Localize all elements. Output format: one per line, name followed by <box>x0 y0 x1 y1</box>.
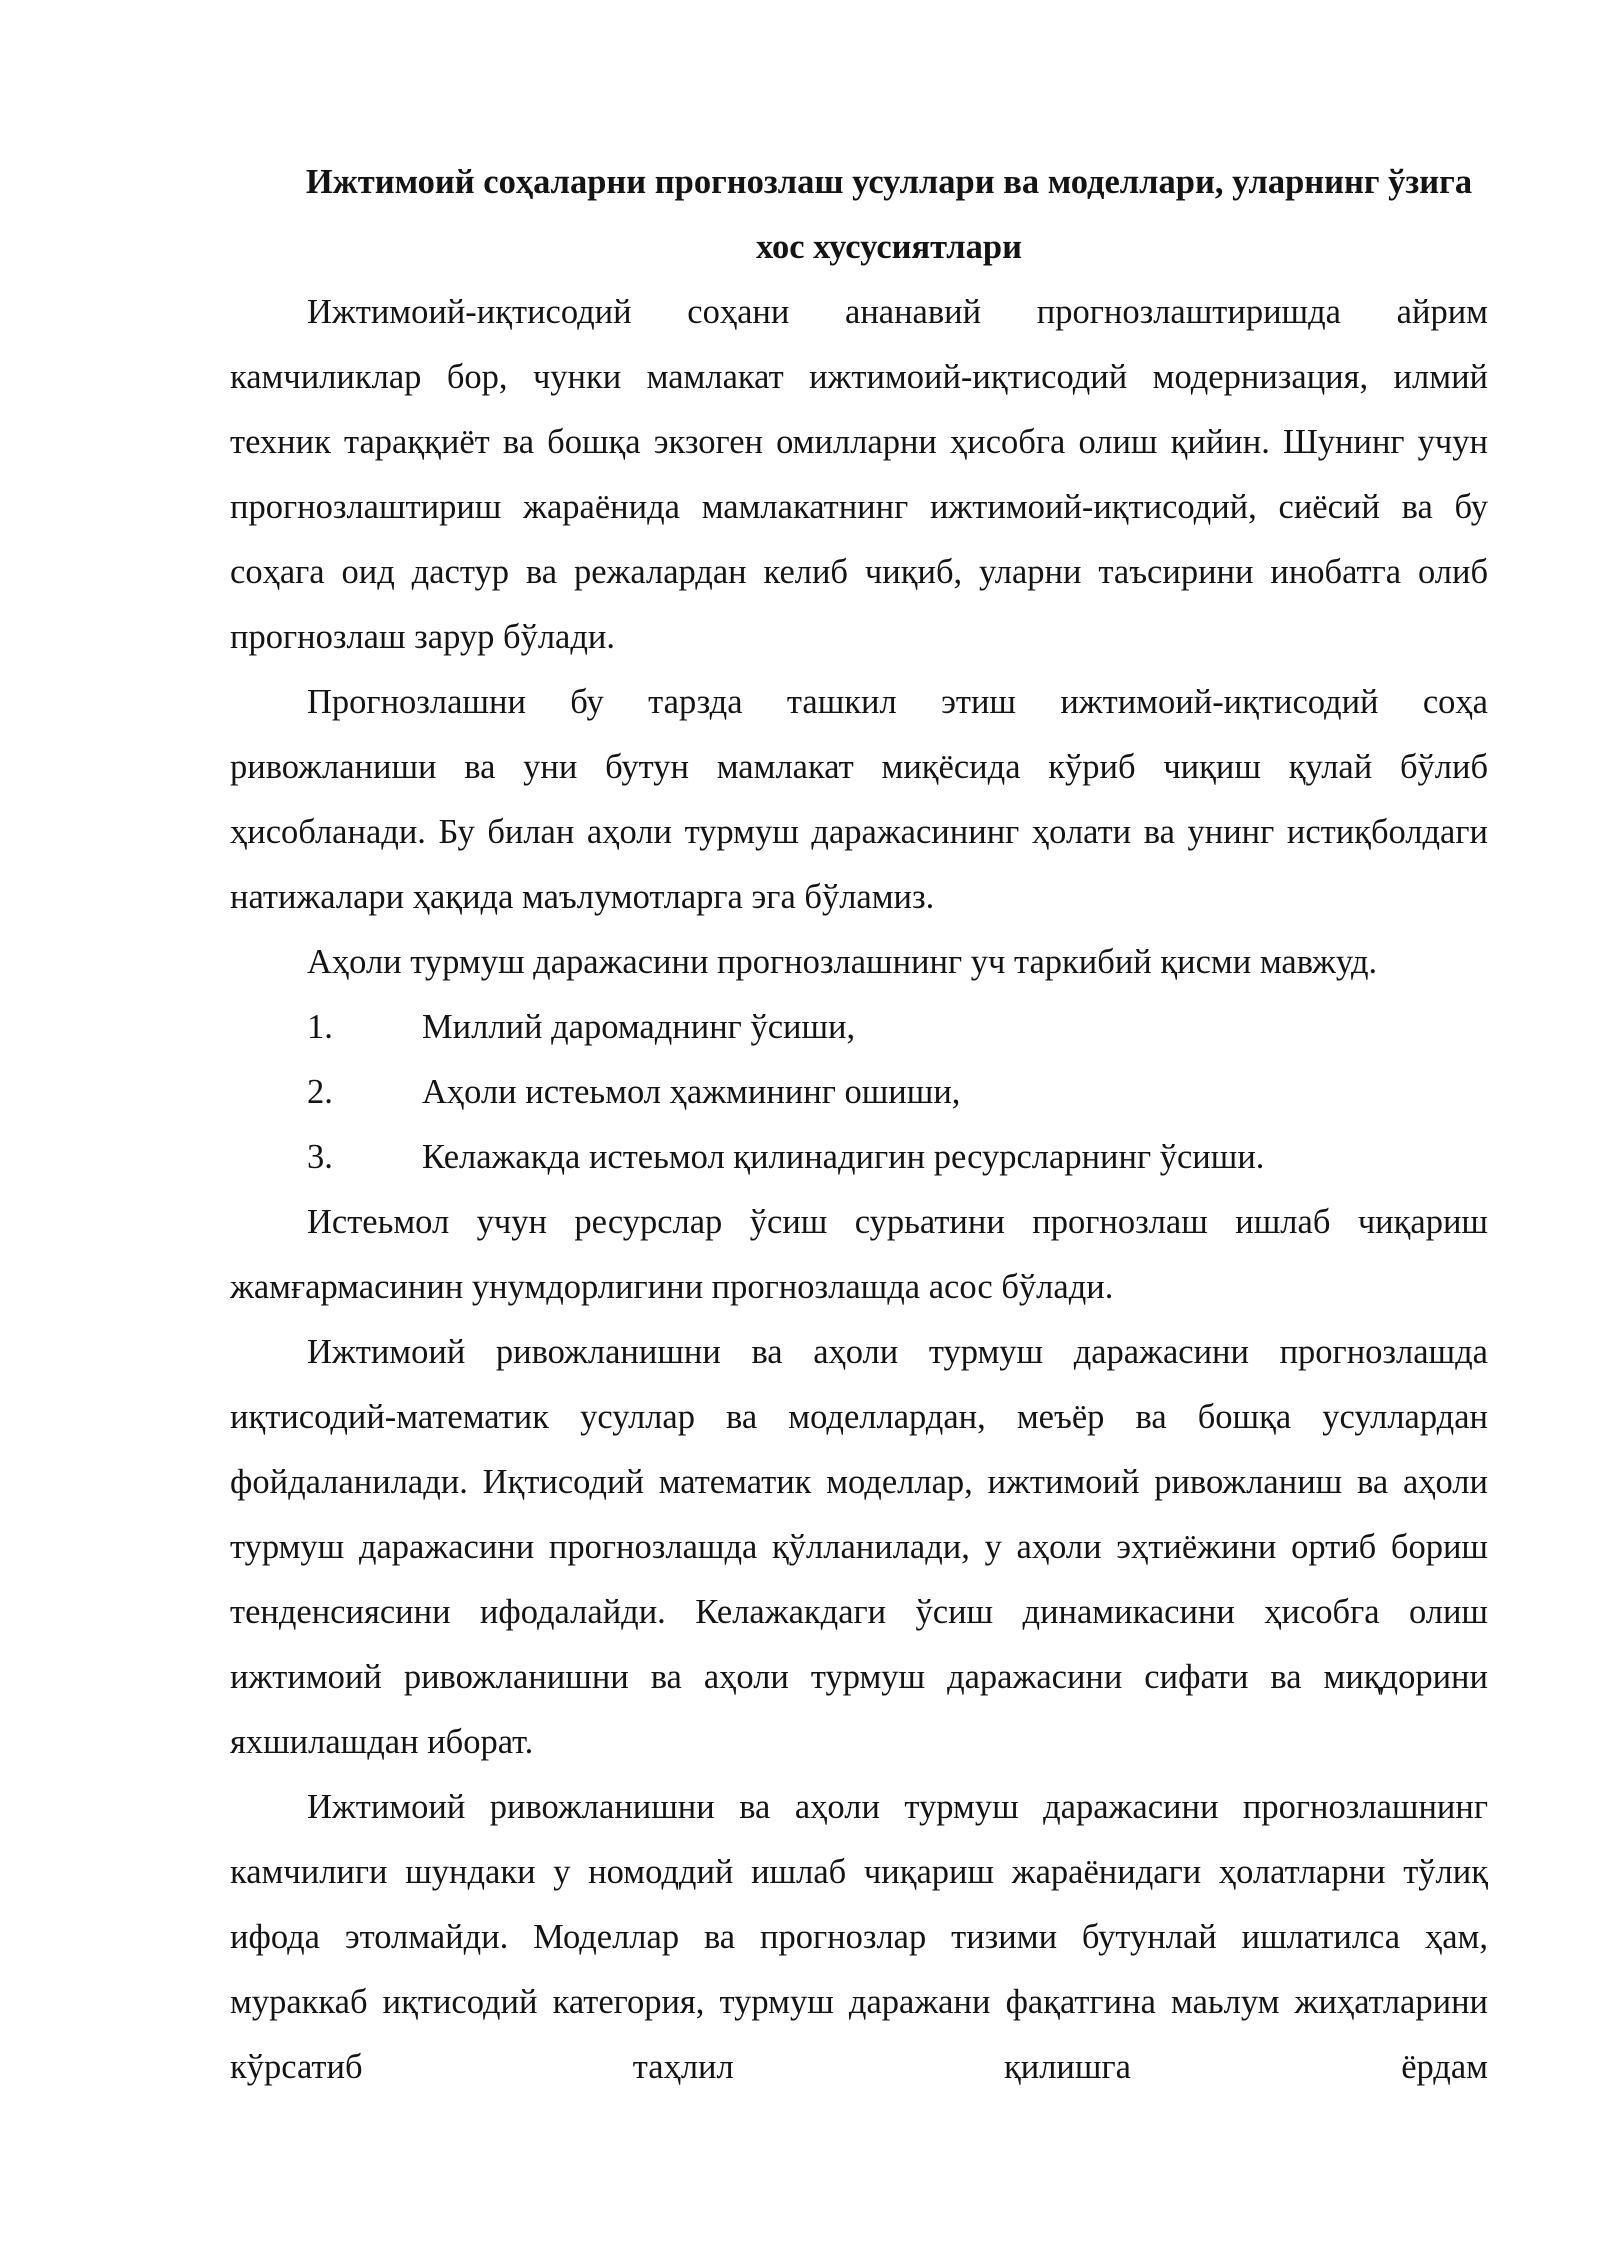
list-item <box>230 1125 1488 1190</box>
paragraph-6: Ижтимоий ривожланишни ва аҳоли турмуш даражасини прогнозлашнинг камчилиги шундаки у номоддий ишлаб чиқариш жараёнидаги ҳолатларни тўлиқ ифода этолмайди. Моделлар ва прогнозлар тизими бутунлай ишлатилса ҳам, мураккаб иқтисодий категория, турмуш даражани фақатгина маьлум жиҳатларини кўрсатиб таҳлил қилишга ёрдам <box>230 1788 1488 2086</box>
list-item <box>230 995 1488 1060</box>
paragraph-3: Аҳоли турмуш даражасини прогнозлашнинг уч таркибий қисми мавжуд. <box>307 943 1378 981</box>
list-item-text: Миллий даромаднинг ўсиши, <box>422 1008 856 1046</box>
paragraph-4: Истеьмол учун ресурслар ўсиш сурьатини прогнозлаш ишлаб чиқариш жамғармасинин унумдорлигини прогнозлашда асос бўлади. <box>230 1203 1488 1306</box>
paragraph-5: Ижтимоий ривожланишни ва аҳоли турмуш даражасини прогнозлашда иқтисодий-математик усуллар ва моделлардан, меъёр ва бошқа усуллардан фойдаланилади. Иқтисодий математик моделлар, ижтимоий ривожланиш ва аҳоли турмуш даражасини прогнозлашда қўлланилади, у аҳоли эҳтиёжини ортиб бориш тенденсиясини ифодалайди. Келажакдаги ўсиш динамикасини ҳисобга олиш ижтимоий ривожланишни ва аҳоли турмуш даражасини сифати ва миқдорини яхшилашдан иборат. <box>230 1333 1488 1761</box>
numbered-list <box>230 995 1488 1190</box>
list-item <box>230 1060 1488 1125</box>
list-item-number: 2. <box>307 1073 333 1111</box>
list-item-number: 3. <box>307 1138 333 1176</box>
list-item-text: Аҳоли истеьмол ҳажмининг ошиши, <box>422 1073 961 1111</box>
paragraph-1: Ижтимоий-иқтисодий соҳани ананавий прогнозлаштиришда айрим камчиликлар бор, чунки мамлакат ижтимоий-иқтисодий модернизация, илмий техник тараққиёт ва бошқа экзоген омилларни ҳисобга олиш қийин. Шунинг учун прогнозлаштириш жараёнида мамлакатнинг ижтимоий-иқтисодий, сиёсий ва бу соҳага оид дастур ва режалардан келиб чиқиб, уларни таъсирини инобатга олиб прогнозлаш зарур бўлади. <box>230 293 1488 656</box>
document-page <box>230 150 1488 2100</box>
list-item-text: Келажакда истеьмол қилинадигин ресурсларнинг ўсиши. <box>422 1138 1265 1176</box>
paragraph-2: Прогнозлашни бу тарзда ташкил этиш ижтимоий-иқтисодий соҳа ривожланиши ва уни бутун мамлакат миқёсида кўриб чиқиш қулай бўлиб ҳисобланади. Бу билан аҳоли турмуш даражасининг ҳолати ва унинг истиқболдаги натижалари ҳақида маълумотларга эга бўламиз. <box>230 683 1488 916</box>
document-title: Ижтимоий соҳаларни прогнозлаш усуллари ва моделлари, уларнинг ўзига хос хусусиятлари <box>305 163 1473 266</box>
list-item-number: 1. <box>307 1008 333 1046</box>
